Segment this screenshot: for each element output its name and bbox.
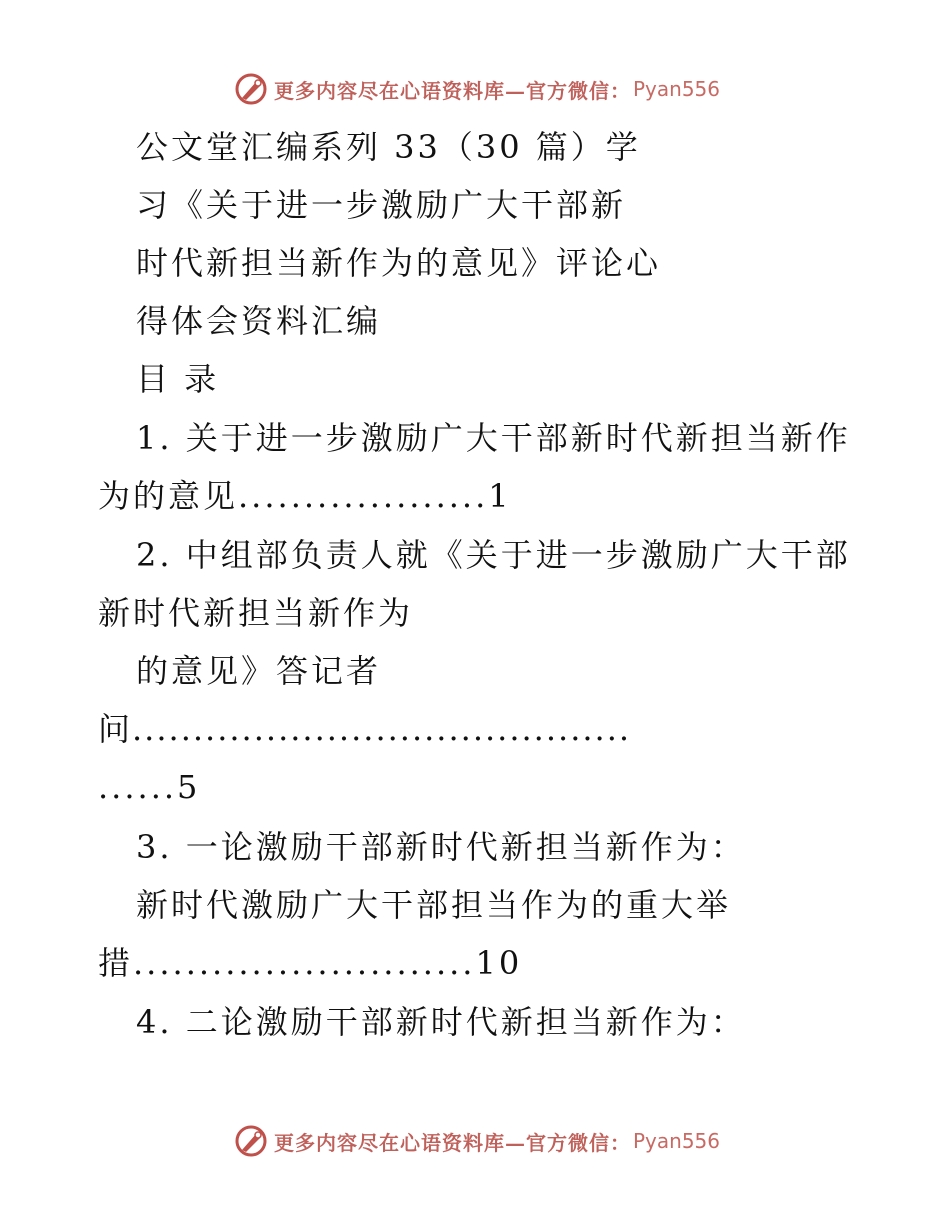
title-line-1: 公文堂汇编系列 33（30 篇）学 [136, 128, 641, 166]
toc-item-3-line-2: 新时代激励广大干部担当作为的重大举 [136, 886, 732, 924]
toc-item-2-line-1: 2. 中组部负责人就《关于进一步激励广大干部 [136, 536, 851, 574]
toc-item-2-line-5: ......5 [98, 768, 201, 806]
header-banner-text: 更多内容尽在心语资料库—官方微信： [274, 78, 631, 103]
title-line-2: 习《关于进一步激励广大干部新 [136, 186, 627, 224]
title-line-4: 得体会资料汇编 [136, 302, 382, 340]
header-banner-wechat-id: Pyan556 [633, 77, 721, 101]
toc-item-3-line-1: 3. 一论激励干部新时代新担当新作为： [136, 828, 746, 866]
header-watermark-banner [234, 72, 720, 106]
toc-item-4-line-1: 4. 二论激励干部新时代新担当新作为： [136, 1003, 746, 1041]
title-line-3: 时代新担当新作为的意见》评论心 [136, 244, 662, 282]
toc-item-2-line-4: 问......................................... [98, 710, 632, 748]
footer-watermark-banner [234, 1124, 720, 1158]
toc-item-1-line-2: 为的意见...................1 [98, 477, 512, 515]
footer-banner-text: 更多内容尽在心语资料库—官方微信： [274, 1130, 631, 1155]
footer-banner-wechat-id: Pyan556 [633, 1129, 721, 1153]
pen-logo-icon [234, 72, 268, 106]
toc-item-1-line-1: 1. 关于进一步激励广大干部新时代新担当新作 [136, 419, 851, 457]
toc-heading: 目 录 [136, 360, 220, 398]
toc-item-3-line-3: 措..........................10 [98, 944, 523, 982]
toc-item-2-line-3: 的意见》答记者 [136, 652, 382, 690]
toc-item-2-line-2: 新时代新担当新作为 [98, 594, 414, 632]
pen-logo-icon [234, 1124, 268, 1158]
